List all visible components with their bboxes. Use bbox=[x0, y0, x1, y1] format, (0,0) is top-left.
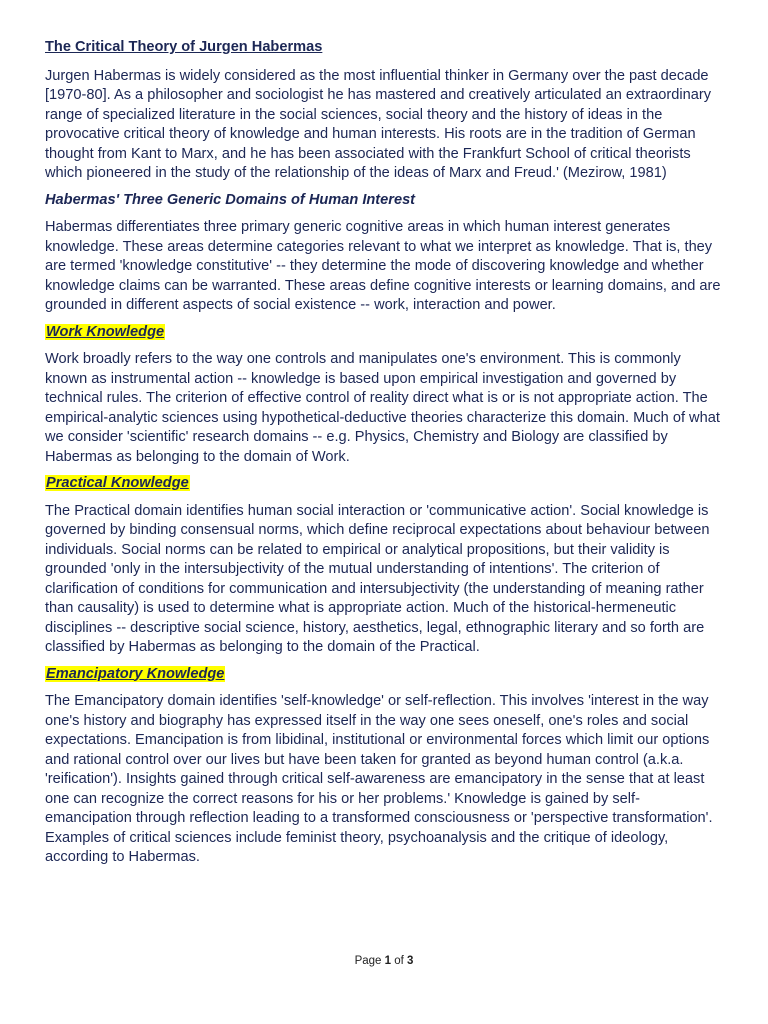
domains-heading: Habermas' Three Generic Domains of Human Interest bbox=[45, 191, 416, 208]
of-word: of bbox=[394, 955, 404, 967]
work-knowledge-paragraph: Work broadly refers to the way one controls and manipulates one's environment. This is commonly known as instrumental action -- knowledge is based upon empirical investigation and governed by technical rules. The criterion of effective control of reality direct what is or is not appropriate action. The empirical-analytic sciences using hypothetical-deductive theories characterize this domain. Much of what we consider 'scientific' research domains -- e.g. Physics, Chemistry and Biology are classified by Habermas as belonging to the domain of Work. bbox=[45, 351, 720, 465]
emancipatory-knowledge-heading bbox=[45, 665, 724, 685]
page-word: Page bbox=[354, 955, 382, 967]
highlighted-heading-text: Practical Knowledge bbox=[46, 475, 189, 491]
practical-knowledge-paragraph: The Practical domain identifies human social interaction or 'communicative action'. Social knowledge is governed by binding consensual norms, which define reciprocal expectations about behaviour between individuals. Social norms can be related to empirical or analytical propositions, but their validity is grounded 'only in the intersubjectivity of the mutual understanding of intentions'. The criterion of clarification of conditions for communication and intersubjectivity (the understanding of meaning rather than causality) is used to determine what is appropriate action. Much of the historical-hermeneutic disciplines -- descriptive social science, history, aesthetics, legal, ethnographic literary and so forth are classified by Habermas as belonging to the domain of the Practical. bbox=[45, 502, 710, 655]
page-footer bbox=[0, 955, 768, 967]
document-title: The Critical Theory of Jurgen Habermas bbox=[45, 39, 323, 55]
highlighted-heading-text: Emancipatory Knowledge bbox=[46, 665, 225, 682]
practical-knowledge-heading bbox=[45, 474, 724, 494]
emancipatory-knowledge-paragraph: The Emancipatory domain identifies 'self-knowledge' or self-reflection. This involves 'interest in the way one's history and biography has expressed itself in the way one sees oneself, one's roles and social expectations. Emancipation is from libidinal, institutional or environmental forces which limit our options and rational control over our lives but have been taken for granted as beyond human control (a.k.a. 'reification'). Insights gained through critical self-awareness are emancipatory in the sense that at least one can recognize the correct reasons for his or her problems.' Knowledge is gained by self-emancipation through reflection leading to a transformed consciousness or 'perspective transformation'. Examples of critical sciences include feminist theory, psychoanalysis and the critique of ideology, according to Habermas. bbox=[45, 693, 713, 865]
intro-paragraph: Jurgen Habermas is widely considered as the most influential thinker in Germany over the past decade [1970-80]. As a philosopher and sociologist he has mastered and creatively articulated an extraordinary range of specialized literature in the social sciences, social theory and the history of ideas in the provocative critical theory of knowledge and human interests. His roots are in the tradition of German thought from Kant to Marx, and he has been associated with the Frankfurt School of critical theorists which pioneered in the study of the relationship of the ideas of Marx and Freud.' (Mezirow, 1981) bbox=[45, 67, 712, 181]
highlighted-heading-text: Work Knowledge bbox=[46, 323, 165, 340]
current-page-number: 1 bbox=[384, 955, 392, 967]
work-knowledge-heading bbox=[45, 323, 724, 343]
domains-paragraph: Habermas differentiates three primary generic cognitive areas in which human interest generates knowledge. These areas determine categories relevant to what we interpret as knowledge. That is, they are termed 'knowledge constitutive' -- they determine the mode of discovering knowledge and whether knowledge claims can be warranted. These areas define cognitive interests or learning domains, and are grounded in different aspects of social existence -- work, interaction and power. bbox=[45, 219, 721, 313]
total-pages-number: 3 bbox=[407, 955, 414, 967]
